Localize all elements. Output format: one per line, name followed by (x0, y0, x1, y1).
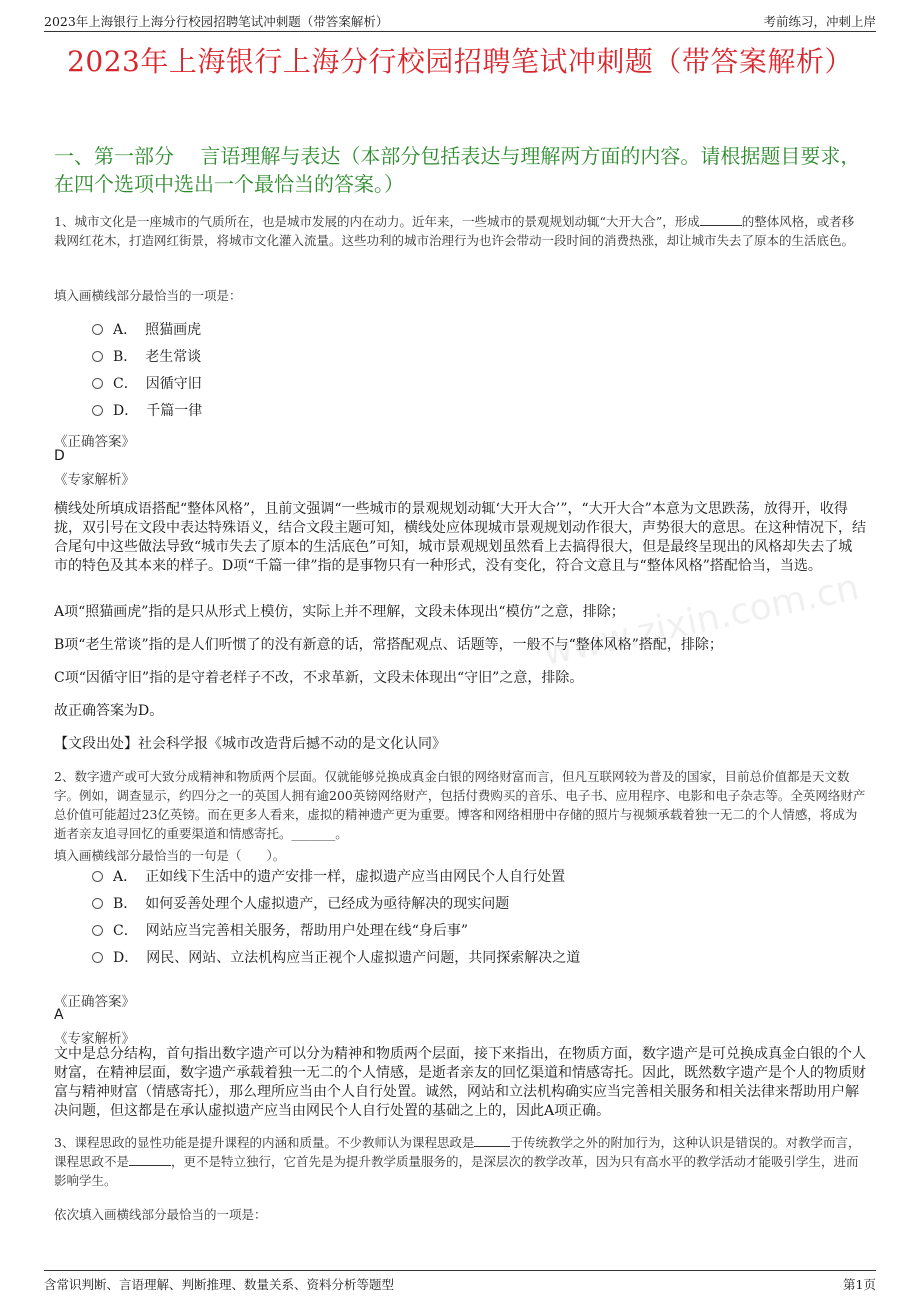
q2-analysis: 文中是总分结构，首句指出数字遗产可以分为精神和物质两个层面，接下来指出，在物质方面，数字遗产是可兑换成真金白银的个人财富，在精神层面，数字遗产承载着独一无二的个人情感，是逝者亲友的回忆渠道和情感寄托。因此，既然数字遗产是个人的物质财富与精神财富（情感寄托），那么理所应当由个人自行处置。诚然，网站和立法机构确实应当完善相关服务和相关法律来帮助用户解决问题，但这都是在承认虚拟遗产应当由网民个人自行处置的基础之上的，因此A项正确。 (54, 1046, 866, 1119)
radio-icon[interactable] (92, 871, 103, 882)
q1-prompt: 填入画横线部分最恰当的一项是： (54, 288, 242, 303)
radio-icon[interactable] (92, 925, 103, 936)
option-letter: D． (113, 950, 139, 966)
q1-option-a-note: A项“照猫画虎”指的是只从形式上模仿，实际上并不理解，文段未体现出“模仿”之意，排除； (54, 604, 625, 620)
option-text: 因循守旧 (145, 376, 202, 392)
q3-stem (54, 1133, 866, 1190)
option-text: 网站应当完善相关服务，帮助用户处理在线“身后事” (145, 923, 469, 939)
option-letter: B． (113, 349, 138, 365)
option-letter: C． (113, 376, 138, 392)
page-footer (44, 1270, 876, 1292)
radio-icon[interactable] (92, 324, 103, 335)
q1-option-a[interactable] (92, 319, 201, 339)
q1-stem (54, 212, 866, 250)
page-header (44, 10, 876, 32)
radio-icon[interactable] (92, 405, 103, 416)
q1-option-c[interactable] (92, 373, 202, 393)
q1-stem-part-b: 的整体风格，或者移栽网红花木，打造网红街景，将城市文化灌入流量。这些功利的城市治理行为也许会带动一段时间的消费热涨，却让城市失去了原本的生活底色。 (54, 214, 855, 248)
option-text: 正如线下生活中的遗产安排一样，虚拟遗产应当由网民个人自行处置 (145, 869, 566, 885)
option-text: 网民、网站、立法机构应当正视个人虚拟遗产问题，共同探索解决之道 (146, 950, 581, 966)
q2-option-d[interactable] (92, 947, 580, 967)
header-slogan: 考前练习，冲刺上岸 (763, 14, 876, 29)
option-letter: D． (113, 403, 139, 419)
option-text: 如何妥善处理个人虚拟遗产，已经成为亟待解决的现实问题 (145, 896, 510, 912)
q1-conclusion: 故正确答案为D。 (54, 703, 164, 719)
q3-prompt: 依次填入画横线部分最恰当的一项是： (54, 1207, 267, 1222)
radio-icon[interactable] (92, 351, 103, 362)
q2-analysis-label: 《专家解析》 (54, 1031, 135, 1047)
q3-stem-part-c: ，更不是特立独行，它首先是为提升教学质量服务的，是深层次的教学改革，因为只有高水平的教学活动才能吸引学生，进而影响学生。 (54, 1154, 859, 1188)
q2-prompt: 填入画横线部分最恰当的一句是（ ）。 (54, 848, 286, 863)
q1-option-c-note: C项“因循守旧”指的是守着老样子不改，不求革新，文段未体现出“守旧”之意，排除。 (54, 670, 584, 686)
q1-answer-label: 《正确答案》 (54, 434, 135, 450)
q2-option-a[interactable] (92, 866, 565, 886)
option-text: 照猫画虎 (145, 322, 202, 338)
q3-blank-1 (474, 1135, 510, 1147)
option-text: 千篇一律 (146, 403, 203, 419)
q3-stem-part-a: 3、课程思政的显性功能是提升课程的内涵和质量。不少教师认为课程思政是 (54, 1135, 475, 1150)
q1-answer: D (54, 448, 65, 464)
watermark: www.zixin.com.cn (539, 566, 863, 675)
q1-blank (700, 214, 742, 226)
option-letter: A． (113, 322, 138, 338)
option-letter: A． (113, 869, 138, 885)
radio-icon[interactable] (92, 898, 103, 909)
q1-option-d[interactable] (92, 400, 202, 420)
q2-option-c[interactable] (92, 920, 468, 940)
document-title: 2023年上海银行上海分行校园招聘笔试冲刺题（带答案解析） (67, 45, 853, 78)
q2-answer: A (54, 1007, 64, 1023)
q2-answer-label: 《正确答案》 (54, 994, 135, 1010)
q2-stem: 2、数字遗产或可大致分成精神和物质两个层面。仅就能够兑换成真金白银的网络财富而言，但凡互联网较为普及的国家，目前总价值都是天文数字。例如，调查显示，约四分之一的英国人拥有逾200英镑网络财产，包括付费购买的音乐、电子书、应用程序、电影和电子杂志等。全英网络财产总价值可能超过23亿英镑。而在更多人看来，虚拟的精神遗产更为重要。博客和网络相册中存储的照片与视频承载着独一无二的个人情感，将成为逝者亲友追寻回忆的重要渠道和情感寄托。_______。 (54, 769, 866, 841)
header-doc-title: 2023年上海银行上海分行校园招聘笔试冲刺题（带答案解析） (44, 14, 389, 29)
q1-analysis: 横线处所填成语搭配“整体风格”，且前文强调“一些城市的景观规划动辄‘大开大合’”，“大开大合”本意为文思跌荡，放得开，收得拢，双引号在文段中表达特殊语义，结合文段主题可知，横线处应体现城市景观规划动作很大，声势很大的意思。在这种情况下，结合尾句中这些做法导致“城市失去了原本的生活底色”可知，城市景观规划虽然看上去搞得很大，但是最终呈现出的风格却失去了城市的特色及其本来的样子。D项“千篇一律”指的是事物只有一种形式，没有变化，符合文意且与“整体风格”搭配恰当，当选。 (54, 501, 866, 574)
q3-stem-part-b: 于传统教学之外的附加行为，这种认识是错误的。对教学而言，课程思政不是 (54, 1135, 861, 1169)
option-text: 老生常谈 (145, 349, 202, 365)
q1-stem-part-a: 1、城市文化是一座城市的气质所在，也是城市发展的内在动力。近年来，一些城市的景观规划动辄“大开大合”，形成 (54, 214, 700, 229)
page-number: 第1页 (843, 1277, 876, 1292)
option-letter: B． (113, 896, 138, 912)
q2-option-b[interactable] (92, 893, 509, 913)
q1-source: 【文段出处】社会科学报《城市改造背后撼不动的是文化认同》 (54, 736, 446, 752)
q1-analysis-label: 《专家解析》 (54, 472, 135, 488)
radio-icon[interactable] (92, 952, 103, 963)
q1-option-b-note: B项“老生常谈”指的是人们听惯了的没有新意的话，常搭配观点、话题等，一般不与“整体风格”搭配，排除； (54, 637, 723, 653)
radio-icon[interactable] (92, 378, 103, 389)
q1-option-b[interactable] (92, 346, 201, 366)
footer-topics: 含常识判断、言语理解、判断推理、数量关系、资料分析等题型 (44, 1277, 395, 1292)
q3-blank-2 (129, 1154, 171, 1166)
section-heading: 一、第一部分 言语理解与表达（本部分包括表达与理解两方面的内容。请根据题目要求，在四个选项中选出一个最恰当的答案。） (54, 144, 861, 196)
option-letter: C． (113, 923, 138, 939)
